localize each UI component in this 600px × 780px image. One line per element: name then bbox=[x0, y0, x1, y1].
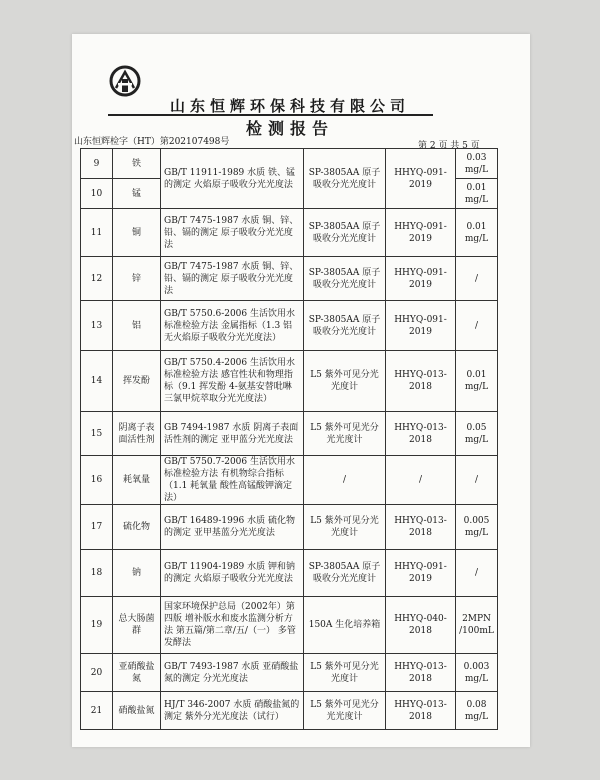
company-name: 山东恒辉环保科技有限公司 bbox=[169, 97, 410, 115]
detection-limit: / bbox=[456, 550, 498, 597]
detection-limit: 0.08 mg/L bbox=[456, 692, 498, 730]
test-item: 钠 bbox=[113, 550, 161, 597]
test-item: 挥发酚 bbox=[113, 351, 161, 412]
detection-limit: / bbox=[456, 456, 498, 505]
row-number: 18 bbox=[81, 550, 113, 597]
instrument: SP-3805AA 原子吸收分光光度计 bbox=[304, 209, 386, 257]
test-standard: GB/T 7493-1987 水质 亚硝酸盐氮的测定 分光光度法 bbox=[161, 654, 304, 692]
detection-limit: 0.003 mg/L bbox=[456, 654, 498, 692]
table-row bbox=[81, 550, 498, 597]
test-standard: HJ/T 346-2007 水质 硝酸盐氮的测定 紫外分光光度法（试行） bbox=[161, 692, 304, 730]
row-number: 21 bbox=[81, 692, 113, 730]
instrument: SP-3805AA 原子吸收分光光度计 bbox=[304, 301, 386, 351]
test-standard: GB/T 5750.4-2006 生活饮用水标准检验方法 感官性状和物理指标（9.1 挥发酚 4-氨基安替吡啉三氯甲烷萃取分光光度法） bbox=[161, 351, 304, 412]
row-number: 10 bbox=[81, 179, 113, 209]
test-item: 锌 bbox=[113, 257, 161, 301]
instrument-code: HHYQ-091-2019 bbox=[386, 257, 456, 301]
test-standard: GB/T 11911-1989 水质 铁、锰的测定 火焰原子吸收分光光度法 bbox=[161, 149, 304, 209]
detection-limit: 0.05 mg/L bbox=[456, 412, 498, 456]
detection-limit: / bbox=[456, 301, 498, 351]
test-item: 硝酸盐氮 bbox=[113, 692, 161, 730]
test-item: 总大肠菌群 bbox=[113, 597, 161, 654]
detection-limit: / bbox=[456, 257, 498, 301]
table-row bbox=[81, 301, 498, 351]
instrument-code: HHYQ-013-2018 bbox=[386, 654, 456, 692]
instrument: SP-3805AA 原子吸收分光光度计 bbox=[304, 149, 386, 209]
row-number: 15 bbox=[81, 412, 113, 456]
instrument: SP-3805AA 原子吸收分光光度计 bbox=[304, 257, 386, 301]
detection-limit: 0.005 mg/L bbox=[456, 505, 498, 550]
instrument: 150A 生化培养箱 bbox=[304, 597, 386, 654]
test-item: 铝 bbox=[113, 301, 161, 351]
table-row bbox=[81, 692, 498, 730]
instrument-code: HHYQ-091-2019 bbox=[386, 301, 456, 351]
test-standard: GB 7494-1987 水质 阴离子表面活性剂的测定 亚甲蓝分光光度法 bbox=[161, 412, 304, 456]
row-number: 16 bbox=[81, 456, 113, 505]
table-row bbox=[81, 597, 498, 654]
table-row bbox=[81, 654, 498, 692]
test-item: 铜 bbox=[113, 209, 161, 257]
detection-limit: 0.01 mg/L bbox=[456, 209, 498, 257]
test-standard: GB/T 5750.7-2006 生活饮用水标准检验方法 有机物综合指标（1.1 耗氧量 酸性高锰酸钾滴定法） bbox=[161, 456, 304, 505]
test-standard: GB/T 5750.6-2006 生活饮用水标准检验方法 金属指标（1.3 铝 无火焰原子吸收分光光度法） bbox=[161, 301, 304, 351]
instrument: L5 紫外可见光分光光度计 bbox=[304, 412, 386, 456]
table-row bbox=[81, 351, 498, 412]
row-number: 11 bbox=[81, 209, 113, 257]
detection-limit: 0.01 mg/L bbox=[456, 179, 498, 209]
test-item: 铁 bbox=[113, 149, 161, 179]
instrument-code: HHYQ-013-2018 bbox=[386, 692, 456, 730]
detection-limit: 2MPN /100mL bbox=[456, 597, 498, 654]
test-standard: GB/T 7475-1987 水质 铜、锌、铅、镉的测定 原子吸收分光光度法 bbox=[161, 209, 304, 257]
instrument-code: HHYQ-013-2018 bbox=[386, 412, 456, 456]
table-row bbox=[81, 257, 498, 301]
row-number: 20 bbox=[81, 654, 113, 692]
row-number: 19 bbox=[81, 597, 113, 654]
report-title: 检测报告 bbox=[245, 119, 334, 138]
instrument-code: HHYQ-013-2018 bbox=[386, 505, 456, 550]
company-logo-icon bbox=[108, 64, 142, 98]
instrument-code: HHYQ-040-2018 bbox=[386, 597, 456, 654]
test-standard: GB/T 16489-1996 水质 硫化物的测定 亚甲基蓝分光光度法 bbox=[161, 505, 304, 550]
instrument: SP-3805AA 原子吸收分光光度计 bbox=[304, 550, 386, 597]
table-row bbox=[81, 412, 498, 456]
instrument-code: HHYQ-091-2019 bbox=[386, 149, 456, 209]
instrument: L5 紫外可见分光光度计 bbox=[304, 505, 386, 550]
test-standard: GB/T 11904-1989 水质 钾和钠的测定 火焰原子吸收分光光度法 bbox=[161, 550, 304, 597]
test-item: 阴离子表面活性剂 bbox=[113, 412, 161, 456]
table-row bbox=[81, 456, 498, 505]
instrument: / bbox=[304, 456, 386, 505]
instrument-code: / bbox=[386, 456, 456, 505]
test-item: 亚硝酸盐氮 bbox=[113, 654, 161, 692]
report-number: 山东恒辉检字（HT）第202107498号 bbox=[74, 137, 230, 147]
detection-limit: 0.03 mg/L bbox=[456, 149, 498, 179]
test-methods-table bbox=[80, 148, 498, 730]
instrument: L5 紫外可见分光光度计 bbox=[304, 654, 386, 692]
test-standard: 国家环境保护总局（2002年）第四版 增补版水和废水监测分析方法 第五篇/第二章/五/（一） 多管发酵法 bbox=[161, 597, 304, 654]
test-item: 硫化物 bbox=[113, 505, 161, 550]
row-number: 9 bbox=[81, 149, 113, 179]
row-number: 13 bbox=[81, 301, 113, 351]
instrument-code: HHYQ-091-2019 bbox=[386, 209, 456, 257]
table-row bbox=[81, 149, 498, 179]
table-row bbox=[81, 505, 498, 550]
test-standard: GB/T 7475-1987 水质 铜、锌、铅、镉的测定 原子吸收分光光度法 bbox=[161, 257, 304, 301]
row-number: 12 bbox=[81, 257, 113, 301]
test-item: 锰 bbox=[113, 179, 161, 209]
page-number: 第 2 页 共 5 页 bbox=[418, 141, 480, 151]
row-number: 17 bbox=[81, 505, 113, 550]
table-row bbox=[81, 209, 498, 257]
row-number: 14 bbox=[81, 351, 113, 412]
instrument-code: HHYQ-013-2018 bbox=[386, 351, 456, 412]
instrument-code: HHYQ-091-2019 bbox=[386, 550, 456, 597]
instrument: L5 紫外可见光分光光度计 bbox=[304, 692, 386, 730]
instrument: L5 紫外可见分光光度计 bbox=[304, 351, 386, 412]
test-item: 耗氧量 bbox=[113, 456, 161, 505]
detection-limit: 0.01 mg/L bbox=[456, 351, 498, 412]
